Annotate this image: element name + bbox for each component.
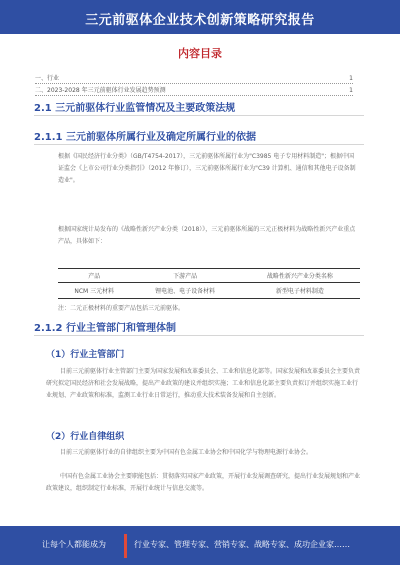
subsection-heading: （2）行业自律组织 [46,432,125,442]
table-cell: NCM 三元材料 [58,283,130,299]
toc-entry-page: 1 [349,75,353,82]
section-divider [34,144,364,145]
section-heading-2-1: 2.1 三元前驱体行业监管情况及主要政策法规 [34,103,236,114]
body-paragraph: 根据国家统计局发布的《战略性新兴产业分类（2018）》，三元前驱体所属的三元正极材料为战略性新兴产业重点产品，具体如下： [58,226,356,245]
body-paragraph: 根据《国民经济行业分类》（GB/T4754-2017），三元前驱体所属行业为"C3985 电子专用材料制造"；根据中国证监会《上市公司行业分类指引》（2012 年修订），三元前驱体所属行业为"C39 计算机、通信和其他电子设备制造业"。 [58,153,356,184]
report-footer-bar [0,526,400,565]
body-paragraph: 中国有色金属工业协会主要职能包括：贯彻落实国家产业政策，开展行业发展调查研究，提出行业发展规划和产业政策建议，组织制定行业标准，开展行业统计与信息交流等。 [46,473,360,492]
table-note: 注：二元正极材料的重要产品包括三元前驱体。 [58,305,185,312]
table-header-cell: 产品 [58,269,130,283]
table-header-cell: 下游产品 [130,269,239,283]
report-title: 三元前驱体企业技术创新策略研究报告 [85,13,315,28]
industry-classification-table [58,268,360,299]
section-heading-2-1-1: 2.1.1 三元前驱体所属行业及确定所属行业的依据 [34,132,256,143]
toc-entry-label: 二、2023-2028 年三元前驱体行业发展趋势预测 [35,87,166,94]
toc-entry-label: 一、行业 [35,75,60,82]
footer-roles: 行业专家、管理专家、营销专家、战略专家、成功企业家…… [134,540,350,549]
footer-slogan: 让每个人都能成为 [42,540,106,549]
section-divider [34,335,364,336]
footer-divider [124,534,127,558]
body-paragraph: 目前三元前驱体行业的自律组织主要为中国有色金属工业协会和中国化学与物理电源行业协会。 [60,449,313,456]
table-of-contents [35,72,353,96]
body-paragraph: 目前三元前驱体行业主管部门主要为国家发展和改革委员会、工业和信息化部等。国家发展和改革委员会主要负责研究拟定国民经济和社会发展战略，提出产业政策的建议并组织实施；工业和信息化部主要负责拟订并组织实施工业行业规划、产业政策和标准，监测工业行业日常运行，推动重大技术装备发展和自主创新。 [46,368,361,399]
table-header-row [58,269,360,283]
table-cell: 新型电子材料制造 [240,283,360,299]
toc-entry[interactable] [35,72,353,84]
section-divider [34,115,364,116]
toc-title: 内容目录 [178,47,222,60]
report-header-bar [0,0,400,34]
subsection-heading: （1）行业主管部门 [46,350,125,360]
toc-entry-page: 1 [349,87,353,94]
toc-entry[interactable] [35,84,353,96]
section-heading-2-1-2: 2.1.2 行业主管部门和管理体制 [34,323,176,334]
table-header-cell: 战略性新兴产业分类名称 [240,269,360,283]
table-row [58,283,360,299]
table-cell: 锂电池、电子设备材料 [130,283,239,299]
